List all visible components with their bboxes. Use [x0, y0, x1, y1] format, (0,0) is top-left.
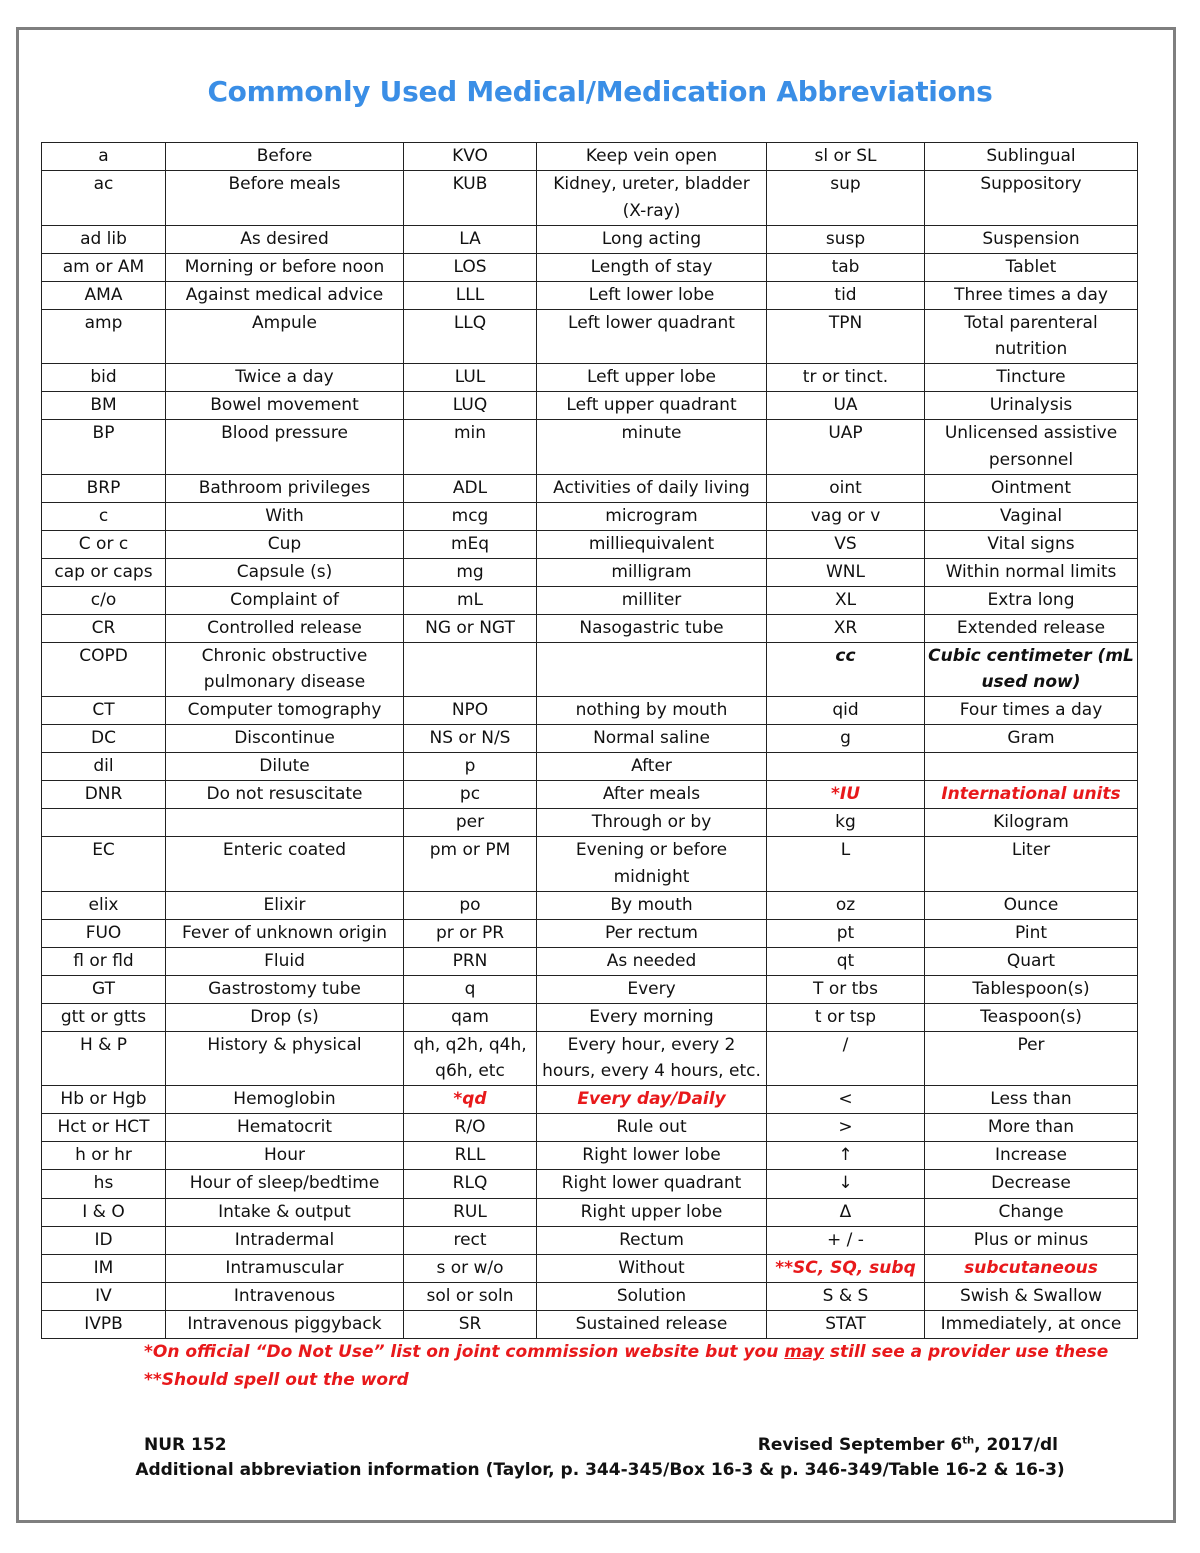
table-cell-meaning-1: [166, 809, 404, 837]
table-cell-meaning-2: As needed: [537, 947, 767, 975]
table-cell-meaning-1: Intravenous piggyback: [166, 1310, 404, 1338]
table-cell-meaning-2: Left lower quadrant: [537, 309, 767, 364]
table-cell-abbr-1: BRP: [42, 474, 166, 502]
table-row: [42, 614, 1138, 642]
table-cell-abbr-3: TPN: [767, 309, 925, 364]
table-cell-abbr-3: + / -: [767, 1226, 925, 1254]
table-cell-abbr-3: *IU: [767, 781, 925, 809]
table-cell-abbr-3: /: [767, 1031, 925, 1086]
table-cell-meaning-2: Right lower quadrant: [537, 1170, 767, 1198]
table-cell-meaning-1: Fluid: [166, 947, 404, 975]
table-cell-meaning-2: After meals: [537, 781, 767, 809]
table-cell-meaning-1: Discontinue: [166, 725, 404, 753]
table-cell-abbr-1: am or AM: [42, 253, 166, 281]
table-cell-meaning-2: Keep vein open: [537, 143, 767, 171]
table-cell-meaning-2: Right upper lobe: [537, 1198, 767, 1226]
table-cell-abbr-3: WNL: [767, 558, 925, 586]
table-cell-meaning-1: Intradermal: [166, 1226, 404, 1254]
table-row: [42, 919, 1138, 947]
table-cell-meaning-1: Fever of unknown origin: [166, 919, 404, 947]
table-cell-abbr-1: hs: [42, 1170, 166, 1198]
table-cell-abbr-1: C or c: [42, 530, 166, 558]
table-cell-abbr-1: COPD: [42, 642, 166, 697]
table-cell-abbr-1: IV: [42, 1282, 166, 1310]
table-cell-abbr-2: mL: [404, 586, 537, 614]
table-cell-abbr-3: **SC, SQ, subq: [767, 1254, 925, 1282]
table-cell-abbr-3: T or tbs: [767, 975, 925, 1003]
table-cell-meaning-3: Vital signs: [925, 530, 1138, 558]
table-cell-meaning-3: Extended release: [925, 614, 1138, 642]
table-cell-abbr-3: qid: [767, 697, 925, 725]
table-row: [42, 725, 1138, 753]
table-cell-meaning-1: Bowel movement: [166, 392, 404, 420]
table-cell-abbr-2: LLL: [404, 281, 537, 309]
table-cell-abbr-2: sol or soln: [404, 1282, 537, 1310]
table-cell-abbr-3: L: [767, 837, 925, 892]
table-cell-abbr-1: H & P: [42, 1031, 166, 1086]
page-title: Commonly Used Medical/Medication Abbreviations: [207, 75, 993, 108]
table-row: [42, 1198, 1138, 1226]
table-cell-meaning-3: Per: [925, 1031, 1138, 1086]
table-cell-abbr-1: BP: [42, 420, 166, 475]
table-row: [42, 1142, 1138, 1170]
table-cell-abbr-3: oz: [767, 891, 925, 919]
table-row: [42, 558, 1138, 586]
table-cell-abbr-3: sl or SL: [767, 143, 925, 171]
table-cell-abbr-1: Hb or Hgb: [42, 1086, 166, 1114]
table-cell-abbr-1: Hct or HCT: [42, 1114, 166, 1142]
do-not-use-note: [144, 1342, 1108, 1362]
table-cell-abbr-3: STAT: [767, 1310, 925, 1338]
table-cell-meaning-2: minute: [537, 420, 767, 475]
table-cell-abbr-2: KVO: [404, 143, 537, 171]
course-code: NUR 152: [144, 1435, 227, 1455]
table-row: [42, 253, 1138, 281]
table-cell-abbr-2: LUL: [404, 364, 537, 392]
table-cell-meaning-3: Less than: [925, 1086, 1138, 1114]
revision-date: [758, 1435, 1058, 1455]
table-row: [42, 225, 1138, 253]
table-cell-abbr-2: LUQ: [404, 392, 537, 420]
table-cell-meaning-2: milliequivalent: [537, 530, 767, 558]
table-cell-meaning-1: History & physical: [166, 1031, 404, 1086]
table-cell-meaning-2: Nasogastric tube: [537, 614, 767, 642]
table-cell-meaning-3: Unlicensed assistive personnel: [925, 420, 1138, 475]
table-cell-meaning-2: Normal saline: [537, 725, 767, 753]
note1-emphasis: may: [784, 1342, 824, 1362]
table-cell-meaning-3: Teaspoon(s): [925, 1003, 1138, 1031]
table-cell-meaning-3: Increase: [925, 1142, 1138, 1170]
table-row: [42, 1310, 1138, 1338]
table-cell-abbr-2: qam: [404, 1003, 537, 1031]
table-row: [42, 1086, 1138, 1114]
table-cell-meaning-2: By mouth: [537, 891, 767, 919]
table-cell-meaning-2: Long acting: [537, 225, 767, 253]
table-cell-abbr-1: gtt or gtts: [42, 1003, 166, 1031]
table-cell-abbr-2: RLL: [404, 1142, 537, 1170]
table-cell-abbr-2: q: [404, 975, 537, 1003]
table-cell-meaning-3: Tablespoon(s): [925, 975, 1138, 1003]
table-cell-meaning-2: Kidney, ureter, bladder (X-ray): [537, 171, 767, 226]
table-row: [42, 502, 1138, 530]
table-cell-meaning-1: Do not resuscitate: [166, 781, 404, 809]
table-cell-abbr-2: po: [404, 891, 537, 919]
table-cell-meaning-1: Dilute: [166, 753, 404, 781]
table-cell-abbr-1: ad lib: [42, 225, 166, 253]
table-cell-meaning-3: Swish & Swallow: [925, 1282, 1138, 1310]
table-cell-meaning-1: Intramuscular: [166, 1254, 404, 1282]
table-row: [42, 837, 1138, 892]
table-cell-meaning-1: Intake & output: [166, 1198, 404, 1226]
table-cell-meaning-2: microgram: [537, 502, 767, 530]
revision-date-text: Revised September 6: [757, 1435, 963, 1455]
table-cell-meaning-2: Per rectum: [537, 919, 767, 947]
table-cell-abbr-1: CT: [42, 697, 166, 725]
table-cell-abbr-3: XL: [767, 586, 925, 614]
table-cell-meaning-3: Ounce: [925, 891, 1138, 919]
table-cell-abbr-1: dil: [42, 753, 166, 781]
table-cell-abbr-1: c: [42, 502, 166, 530]
table-cell-meaning-2: Every day/Daily: [537, 1086, 767, 1114]
table-cell-meaning-2: [537, 642, 767, 697]
table-cell-meaning-2: Length of stay: [537, 253, 767, 281]
table-cell-meaning-2: Rectum: [537, 1226, 767, 1254]
table-cell-meaning-3: Cubic centimeter (mL used now): [925, 642, 1138, 697]
table-cell-meaning-3: subcutaneous: [925, 1254, 1138, 1282]
table-cell-meaning-1: With: [166, 502, 404, 530]
table-cell-meaning-2: Rule out: [537, 1114, 767, 1142]
table-row: [42, 530, 1138, 558]
table-cell-meaning-1: Enteric coated: [166, 837, 404, 892]
table-cell-abbr-1: AMA: [42, 281, 166, 309]
table-cell-meaning-2: Evening or before midnight: [537, 837, 767, 892]
table-cell-abbr-1: elix: [42, 891, 166, 919]
table-cell-meaning-3: Pint: [925, 919, 1138, 947]
table-cell-meaning-3: Tincture: [925, 364, 1138, 392]
table-cell-meaning-1: Ampule: [166, 309, 404, 364]
table-cell-meaning-1: Twice a day: [166, 364, 404, 392]
table-cell-meaning-2: Every morning: [537, 1003, 767, 1031]
table-cell-abbr-2: mEq: [404, 530, 537, 558]
table-cell-abbr-3: tr or tinct.: [767, 364, 925, 392]
table-cell-abbr-1: CR: [42, 614, 166, 642]
table-cell-abbr-1: IVPB: [42, 1310, 166, 1338]
table-row: [42, 364, 1138, 392]
table-cell-abbr-1: I & O: [42, 1198, 166, 1226]
table-cell-meaning-3: Suspension: [925, 225, 1138, 253]
table-cell-abbr-1: GT: [42, 975, 166, 1003]
table-cell-abbr-2: LLQ: [404, 309, 537, 364]
table-cell-meaning-1: Drop (s): [166, 1003, 404, 1031]
table-cell-abbr-2: *qd: [404, 1086, 537, 1114]
table-row: [42, 642, 1138, 697]
table-cell-abbr-3: cc: [767, 642, 925, 697]
table-cell-meaning-3: International units: [925, 781, 1138, 809]
table-cell-meaning-1: Against medical advice: [166, 281, 404, 309]
table-cell-abbr-2: NG or NGT: [404, 614, 537, 642]
table-cell-meaning-2: Right lower lobe: [537, 1142, 767, 1170]
table-cell-meaning-3: Total parenteral nutrition: [925, 309, 1138, 364]
table-cell-abbr-3: XR: [767, 614, 925, 642]
table-row: [42, 1226, 1138, 1254]
table-cell-abbr-3: qt: [767, 947, 925, 975]
table-cell-meaning-2: Every hour, every 2 hours, every 4 hours, etc.: [537, 1031, 767, 1086]
table-cell-meaning-1: Capsule (s): [166, 558, 404, 586]
table-cell-abbr-2: LOS: [404, 253, 537, 281]
table-cell-abbr-2: RUL: [404, 1198, 537, 1226]
table-row: [42, 753, 1138, 781]
table-cell-meaning-1: Controlled release: [166, 614, 404, 642]
table-cell-abbr-1: DC: [42, 725, 166, 753]
table-cell-meaning-1: Cup: [166, 530, 404, 558]
table-row: [42, 947, 1138, 975]
table-cell-abbr-2: NS or N/S: [404, 725, 537, 753]
table-cell-abbr-1: DNR: [42, 781, 166, 809]
table-cell-abbr-3: Δ: [767, 1198, 925, 1226]
table-cell-abbr-3: UAP: [767, 420, 925, 475]
table-cell-meaning-3: Three times a day: [925, 281, 1138, 309]
table-cell-abbr-3: vag or v: [767, 502, 925, 530]
table-cell-abbr-3: t or tsp: [767, 1003, 925, 1031]
table-row: [42, 1031, 1138, 1086]
table-cell-abbr-1: ac: [42, 171, 166, 226]
table-cell-abbr-2: pm or PM: [404, 837, 537, 892]
table-cell-abbr-2: [404, 642, 537, 697]
table-cell-meaning-3: Urinalysis: [925, 392, 1138, 420]
table-cell-abbr-1: EC: [42, 837, 166, 892]
table-cell-abbr-2: LA: [404, 225, 537, 253]
table-cell-abbr-2: rect: [404, 1226, 537, 1254]
table-cell-meaning-3: Vaginal: [925, 502, 1138, 530]
table-cell-meaning-1: Bathroom privileges: [166, 474, 404, 502]
table-cell-abbr-2: mg: [404, 558, 537, 586]
table-cell-meaning-3: Suppository: [925, 171, 1138, 226]
table-cell-abbr-2: per: [404, 809, 537, 837]
table-row: [42, 975, 1138, 1003]
table-cell-abbr-1: ID: [42, 1226, 166, 1254]
table-row: [42, 697, 1138, 725]
table-cell-meaning-1: Chronic obstructive pulmonary disease: [166, 642, 404, 697]
table-row: [42, 1282, 1138, 1310]
table-cell-meaning-2: nothing by mouth: [537, 697, 767, 725]
table-cell-meaning-3: Tablet: [925, 253, 1138, 281]
table-cell-abbr-3: [767, 753, 925, 781]
table-cell-abbr-2: NPO: [404, 697, 537, 725]
table-row: [42, 809, 1138, 837]
table-cell-abbr-3: VS: [767, 530, 925, 558]
table-cell-meaning-1: Elixir: [166, 891, 404, 919]
table-cell-abbr-2: PRN: [404, 947, 537, 975]
table-cell-meaning-3: Kilogram: [925, 809, 1138, 837]
note1-text-end: still see a provider use these: [823, 1342, 1109, 1362]
table-cell-abbr-1: a: [42, 143, 166, 171]
table-cell-abbr-3: ↑: [767, 1142, 925, 1170]
table-cell-abbr-2: mcg: [404, 502, 537, 530]
table-cell-meaning-2: Left lower lobe: [537, 281, 767, 309]
table-row: [42, 586, 1138, 614]
table-cell-meaning-2: milliter: [537, 586, 767, 614]
table-row: [42, 420, 1138, 475]
table-row: [42, 171, 1138, 226]
table-cell-abbr-3: pt: [767, 919, 925, 947]
table-cell-abbr-3: tab: [767, 253, 925, 281]
table-cell-meaning-2: Activities of daily living: [537, 474, 767, 502]
table-cell-abbr-1: c/o: [42, 586, 166, 614]
table-cell-abbr-3: <: [767, 1086, 925, 1114]
table-cell-abbr-3: sup: [767, 171, 925, 226]
table-cell-abbr-2: RLQ: [404, 1170, 537, 1198]
table-cell-abbr-3: S & S: [767, 1282, 925, 1310]
table-cell-meaning-1: Complaint of: [166, 586, 404, 614]
table-row: [42, 309, 1138, 364]
table-cell-abbr-1: amp: [42, 309, 166, 364]
table-cell-abbr-3: tid: [767, 281, 925, 309]
table-row: [42, 781, 1138, 809]
table-cell-abbr-3: oint: [767, 474, 925, 502]
table-cell-meaning-3: Liter: [925, 837, 1138, 892]
abbreviation-table: [41, 142, 1138, 1339]
table-cell-abbr-2: ADL: [404, 474, 537, 502]
table-row: [42, 1114, 1138, 1142]
table-cell-meaning-3: Ointment: [925, 474, 1138, 502]
table-cell-abbr-2: pc: [404, 781, 537, 809]
table-cell-meaning-1: Hour: [166, 1142, 404, 1170]
table-cell-meaning-1: Computer tomography: [166, 697, 404, 725]
table-cell-abbr-3: >: [767, 1114, 925, 1142]
revision-date-suffix: th: [962, 1435, 975, 1447]
table-cell-abbr-2: SR: [404, 1310, 537, 1338]
table-cell-abbr-1: FUO: [42, 919, 166, 947]
table-cell-abbr-1: bid: [42, 364, 166, 392]
table-cell-meaning-3: Change: [925, 1198, 1138, 1226]
table-row: [42, 1254, 1138, 1282]
table-cell-abbr-3: g: [767, 725, 925, 753]
table-cell-meaning-1: Before meals: [166, 171, 404, 226]
table-cell-meaning-3: Quart: [925, 947, 1138, 975]
table-cell-abbr-2: pr or PR: [404, 919, 537, 947]
table-cell-abbr-2: p: [404, 753, 537, 781]
table-cell-meaning-3: Plus or minus: [925, 1226, 1138, 1254]
table-cell-meaning-2: Without: [537, 1254, 767, 1282]
table-cell-meaning-3: More than: [925, 1114, 1138, 1142]
table-cell-meaning-2: Left upper lobe: [537, 364, 767, 392]
table-cell-meaning-3: Within normal limits: [925, 558, 1138, 586]
table-row: [42, 891, 1138, 919]
table-cell-meaning-3: Decrease: [925, 1170, 1138, 1198]
table-cell-meaning-3: Gram: [925, 725, 1138, 753]
table-cell-meaning-1: Intravenous: [166, 1282, 404, 1310]
table-row: [42, 143, 1138, 171]
table-cell-abbr-1: [42, 809, 166, 837]
table-cell-meaning-2: Solution: [537, 1282, 767, 1310]
table-cell-abbr-2: min: [404, 420, 537, 475]
spell-out-note: **Should spell out the word: [144, 1370, 409, 1390]
revision-date-year: , 2017/dl: [974, 1435, 1058, 1455]
note1-text-start: *On official “Do Not Use” list on joint commission website but you: [144, 1342, 785, 1362]
table-cell-abbr-2: s or w/o: [404, 1254, 537, 1282]
table-cell-abbr-3: susp: [767, 225, 925, 253]
table-cell-meaning-2: Left upper quadrant: [537, 392, 767, 420]
table-cell-meaning-3: Sublingual: [925, 143, 1138, 171]
table-cell-meaning-2: Sustained release: [537, 1310, 767, 1338]
table-cell-meaning-2: After: [537, 753, 767, 781]
table-cell-meaning-1: Hemoglobin: [166, 1086, 404, 1114]
table-cell-abbr-3: kg: [767, 809, 925, 837]
additional-info: Additional abbreviation information (Taylor, p. 344-345/Box 16-3 & p. 346-349/Table 16-2 & 16-3): [135, 1460, 1065, 1480]
table-cell-abbr-1: cap or caps: [42, 558, 166, 586]
table-cell-meaning-1: Morning or before noon: [166, 253, 404, 281]
table-cell-meaning-2: milligram: [537, 558, 767, 586]
table-cell-abbr-2: qh, q2h, q4h, q6h, etc: [404, 1031, 537, 1086]
table-cell-meaning-1: Blood pressure: [166, 420, 404, 475]
table-cell-meaning-3: Extra long: [925, 586, 1138, 614]
table-cell-meaning-3: Four times a day: [925, 697, 1138, 725]
table-cell-meaning-1: Hematocrit: [166, 1114, 404, 1142]
table-cell-abbr-2: KUB: [404, 171, 537, 226]
table-cell-meaning-1: Hour of sleep/bedtime: [166, 1170, 404, 1198]
table-row: [42, 1003, 1138, 1031]
table-cell-meaning-1: As desired: [166, 225, 404, 253]
table-cell-abbr-3: UA: [767, 392, 925, 420]
table-cell-abbr-3: ↓: [767, 1170, 925, 1198]
abbreviation-table-body: [42, 143, 1138, 1339]
table-row: [42, 281, 1138, 309]
table-cell-meaning-3: Immediately, at once: [925, 1310, 1138, 1338]
table-cell-meaning-2: Through or by: [537, 809, 767, 837]
table-cell-abbr-1: fl or fld: [42, 947, 166, 975]
table-cell-abbr-2: R/O: [404, 1114, 537, 1142]
table-cell-abbr-1: h or hr: [42, 1142, 166, 1170]
table-row: [42, 474, 1138, 502]
table-row: [42, 392, 1138, 420]
table-cell-meaning-1: Gastrostomy tube: [166, 975, 404, 1003]
table-row: [42, 1170, 1138, 1198]
table-cell-abbr-1: BM: [42, 392, 166, 420]
table-cell-abbr-1: IM: [42, 1254, 166, 1282]
table-cell-meaning-3: [925, 753, 1138, 781]
table-cell-meaning-1: Before: [166, 143, 404, 171]
table-cell-meaning-2: Every: [537, 975, 767, 1003]
